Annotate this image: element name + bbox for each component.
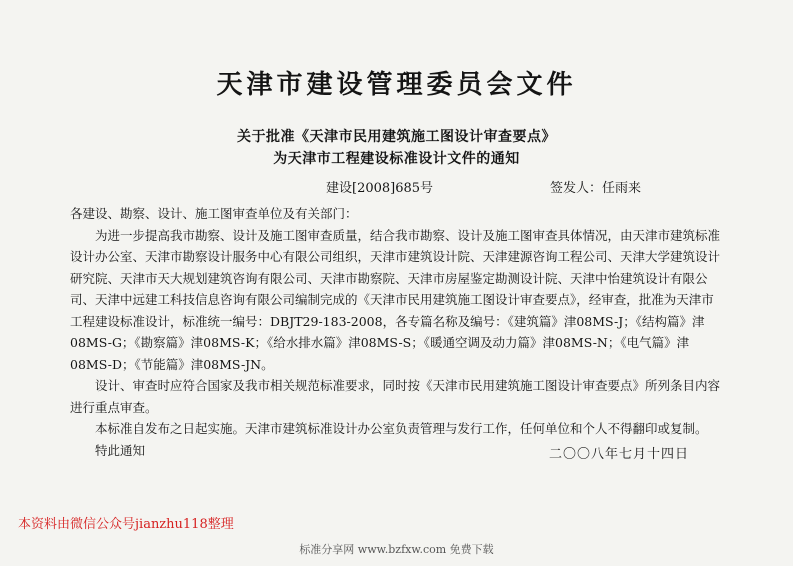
subtitle-line-1: 关于批准《天津市民用建筑施工图设计审查要点》 bbox=[237, 129, 556, 145]
watermark-text: 本资料由微信公众号jianzhu118整理 bbox=[18, 517, 234, 532]
closing: 特此通知 bbox=[95, 442, 146, 458]
footer-link[interactable]: 标准分享网 www.bzfxw.com 免费下载 bbox=[299, 543, 494, 556]
paragraph-2: 设计、审查时应符合国家及我市相关规范标准要求，同时按《天津市民用建筑施工图设计审查要点》所列条目内容进行重点审查。 bbox=[70, 378, 721, 415]
document-number: 建设[2008]685号 bbox=[326, 181, 434, 196]
document-date: 二〇〇八年七月十四日 bbox=[549, 447, 690, 462]
subtitle-line-2: 为天津市工程建设标准设计文件的通知 bbox=[273, 151, 520, 167]
paragraph-1: 为进一步提高我市勘察、设计及施工图审查质量，结合我市勘察、设计及施工图审查具体情况，由天津市建筑标准设计办公室、天津市勘察设计服务中心有限公司组织，天津市建筑设计院、天津建源咨询工程公司、天津大学建筑设计研究院、天津市天大规划建筑咨询有限公司、天津市勘察院、天津市房屋鉴定勘测设计院、天津中怡建筑设计有限公司、天津中远建工科技信息咨询有限公司编制完成的《天津市民用建筑施工图设计审查要点》，经审查，批准为天津市工程建设标准设计，标准统一编号：DBJT29-183-2008，各专篇名称及编号：《建筑篇》津08MS-J；《结构篇》津08MS-G；《勘察篇》津08MS-K；《给水排水篇》津08MS-S；《暖通空调及动力篇》津08MS-N；《电气篇》津08MS-D；《节能篇》津08MS-JN。 bbox=[70, 227, 721, 372]
document-body bbox=[70, 203, 720, 461]
paragraph-3: 本标准自发布之日起实施。天津市建筑标准设计办公室负责管理与发行工作，任何单位和个人不得翻印或复制。 bbox=[95, 421, 708, 436]
salutation: 各建设、勘察、设计、施工图审查单位及有关部门： bbox=[70, 206, 358, 221]
signer: 签发人：任雨来 bbox=[550, 181, 642, 196]
document-header: 天津市建设管理委员会文件 bbox=[216, 70, 577, 100]
